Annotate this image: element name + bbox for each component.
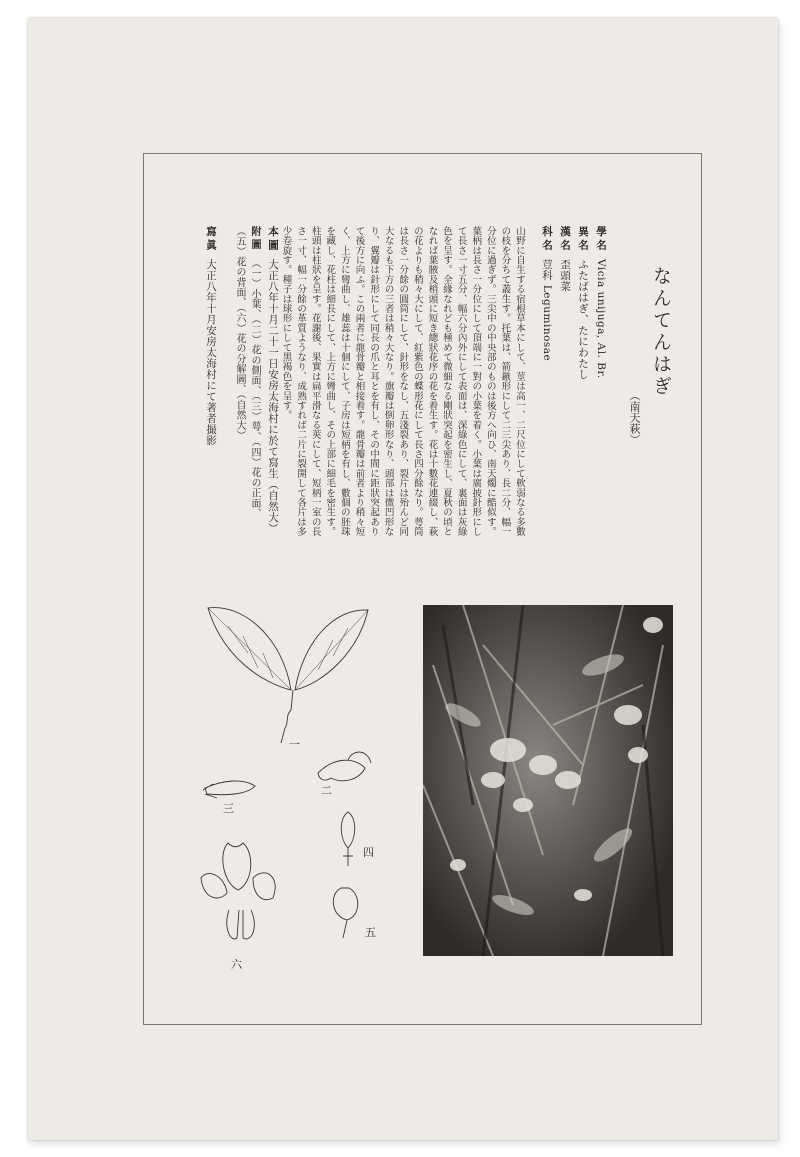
flower-front — [341, 812, 355, 866]
label-scientific: 學名 — [595, 226, 607, 253]
page-title: なんてんはぎ — [650, 266, 672, 398]
drawing-label-4: 四 — [363, 846, 374, 859]
drawing-label-3: 三 — [223, 802, 234, 815]
wing-petal-left — [201, 874, 227, 898]
value-chinese: 歪頭菜 — [559, 259, 571, 292]
botanical-drawings — [193, 598, 408, 978]
value-sub-figure: （一）小葉、（二）花の側面、（三）萼、（四）花の正面、（五）花の背面、（六）花の分解圖、（自然大） — [234, 226, 260, 519]
name-scientific — [594, 226, 609, 379]
drawing-label-5: 五 — [365, 926, 376, 939]
value-scientific: Vicia unijuga, Al. Br. — [595, 259, 607, 379]
label-alternate: 異名 — [577, 226, 589, 253]
paper-sheet — [28, 18, 778, 1140]
label-family: 科名 — [541, 226, 553, 253]
calyx — [203, 781, 255, 798]
leaf-stalk — [281, 690, 293, 743]
page-subtitle: （南天萩） — [628, 390, 641, 445]
note-main-figure — [266, 226, 281, 534]
flower-back — [333, 888, 357, 938]
photo-scene — [423, 605, 673, 956]
drawing-label-2: 二 — [321, 784, 332, 797]
plant-photograph — [423, 605, 673, 956]
note-sub-figure — [228, 226, 262, 526]
keel-petals — [227, 910, 254, 939]
value-alternate: ふたばはぎ、たにわたし — [577, 259, 589, 380]
name-chinese — [558, 226, 573, 292]
label-main-figure: 本圖 — [267, 226, 279, 253]
name-alternate — [576, 226, 591, 380]
description-text: 山野に自生する宿根草本にして、莖は高一、二尺位にして軟弱なる多數の枝を分ちて叢生す。托葉は、箭鏃形にして二三尖あり、長二分、幅一分位に過ぎず。三尖中の中央部のものは後方へ向ひ、南天燭に酷似す。葉柄は長さ一分位にして頂端に一對の小葉を着く。小葉は廣披針形にして長さ一寸五分、幅六分內外にして表面は、深綠色にして、裏面は灰綠色を呈す。全緣なれども極めて微細なる剛狀突起を密生し、夏秋の頃となれば葉腋及梢頭に短き總狀花序の花を着生す。花は十數花連綴し、萩の花よりも稍々大にして、紅紫色の蝶形花にして長さ四分餘なり。萼筒は長さ一分餘の圓筒にして、針形をなし、五淺裂あり、裂片は殆んど同大なるも下方の三者は稍々大なり。旗瓣は倒卵形なり、頭部は微凹形なり、翼瓣は針形にして同長の爪と耳とを有し、その中間に距狀突起ありて後方に向ふ。この兩者に龍骨瓣と相接着す。龍骨瓣は前者より稍々短く、上方に彎曲し、雄蕊は十個にして、子房は短柄を有し、數個の胚珠を藏し、花柱は細長にして、上方に彎曲し、その上部に細毛を密生す。柱頭は柱狀を呈す。花謝後、果實は扁平滑なる莢にして、短柄一室の長さ一寸、幅一分餘の革質ようなり、成熟すれば二片に裂開して各片は多少卷旋す。種子は球形にして黑褐色を呈す。 — [280, 226, 525, 537]
flower-side — [318, 752, 371, 781]
value-main-figure: 大正八年十月二十一日安房太海村に於て寫生（自然大） — [267, 259, 279, 534]
note-photo — [204, 226, 219, 446]
drawing-label-1: 一 — [289, 738, 300, 751]
label-sub-figure: 附圖 — [249, 226, 260, 252]
standard-petal — [223, 843, 251, 890]
drawing-label-6: 六 — [231, 958, 242, 971]
wing-petal-right — [253, 873, 275, 900]
value-photo: 大正八年十月安房太海村にて著者撮影 — [205, 259, 217, 446]
value-family: 荳科 Leguminosae — [541, 259, 553, 362]
label-chinese: 漢名 — [559, 226, 571, 253]
label-photo: 寫眞 — [205, 226, 217, 253]
name-family — [540, 226, 555, 361]
